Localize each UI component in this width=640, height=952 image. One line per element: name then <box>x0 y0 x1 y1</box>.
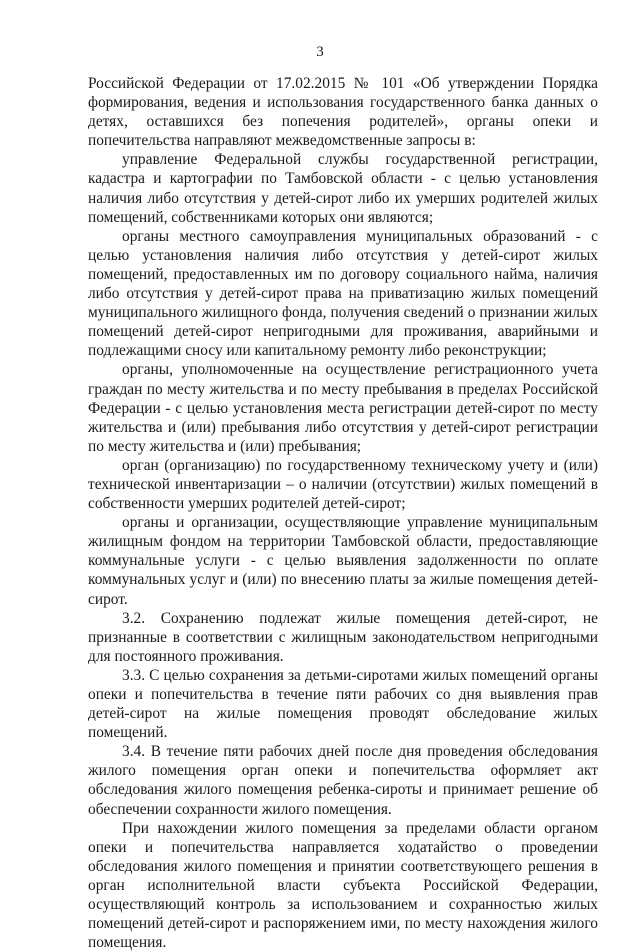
document-body <box>88 74 598 952</box>
paragraph-local-government: органы местного самоуправления муниципальных образований - с целью установления наличия либо отсутствия у детей-сирот жилых помещений, предоставленных им по договору социального найма, наличия либо отсутствия у детей-сирот права на приватизацию жилых помещений муниципального жилищного фонда, получения сведений о признании жилых помещений детей-сирот непригодными для проживания, аварийными и подлежащими сносу или капитальному ремонту либо реконструкции; <box>88 227 598 360</box>
paragraph-3-2: 3.2. Сохранению подлежат жилые помещения детей-сирот, не признанные в соответствии с жилищным законодательством непригодными для постоянного проживания. <box>88 609 598 665</box>
paragraph-housing-management: органы и организации, осуществляющие управление муниципальным жилищным фондом на территории Тамбовской области, предоставляющие коммунальные услуги - с целью выявления задолженности по оплате коммунальных услуг и (или) по внесению платы за жилые помещения детей-сирот. <box>88 514 598 608</box>
paragraph-intro: Российской Федерации от 17.02.2015 № 101 «Об утверждении Порядка формирования, ведения и использования государственного банка данных о детях, оставшихся без попечения родителей», органы опеки и попечительства направляют межведомственные запросы в: <box>88 75 598 150</box>
paragraph-3-4: 3.4. В течение пяти рабочих дней после дня проведения обследования жилого помещения орган опеки и попечительства оформляет акт обследования жилого помещения ребенка-сироты и принимает решение об обеспечении сохранности жилого помещения. <box>88 743 598 818</box>
paragraph-3-3: 3.3. С целью сохранения за детьми-сиротами жилых помещений органы опеки и попечительства в течение пяти рабочих со дня выявления прав детей-сирот на жилые помещения проводят обследование жилых помещений. <box>88 666 598 742</box>
paragraph-registration-authorities: органы, уполномоченные на осуществление регистрационного учета граждан по месту жительства и по месту пребывания в пределах Российской Федерации - с целью установления места регистрации детей-сирот по месту жительства и (или) пребывания либо отсутствия у детей-сирот регистрации по месту жительства и (или) пребывания; <box>88 361 598 455</box>
paragraph-technical-inventory: орган (организацию) по государственному техническому учету и (или) технической инвентаризации – о наличии (отсутствии) жилых помещений в собственности умерших родителей детей-сирот; <box>88 456 598 513</box>
paragraph-rosreestr: управление Федеральной службы государственной регистрации, кадастра и картографии по Тамбовской области - с целью установления наличия либо отсутствия у детей-сирот либо их умерших родителей жилых помещений, собственниками которых они являются; <box>88 151 598 226</box>
paragraph-outside-region: При нахождении жилого помещения за пределами области органом опеки и попечительства направляется ходатайство о проведении обследования жилого помещения и принятии соответствующего решения в орган исполнительной власти субъекта Российской Федерации, осуществляющий контроль за использованием и сохранностью жилых помещений детей-сирот и распоряжением ими, по месту нахождения жилого помещения. <box>88 819 598 952</box>
page-number: 3 <box>316 44 324 60</box>
